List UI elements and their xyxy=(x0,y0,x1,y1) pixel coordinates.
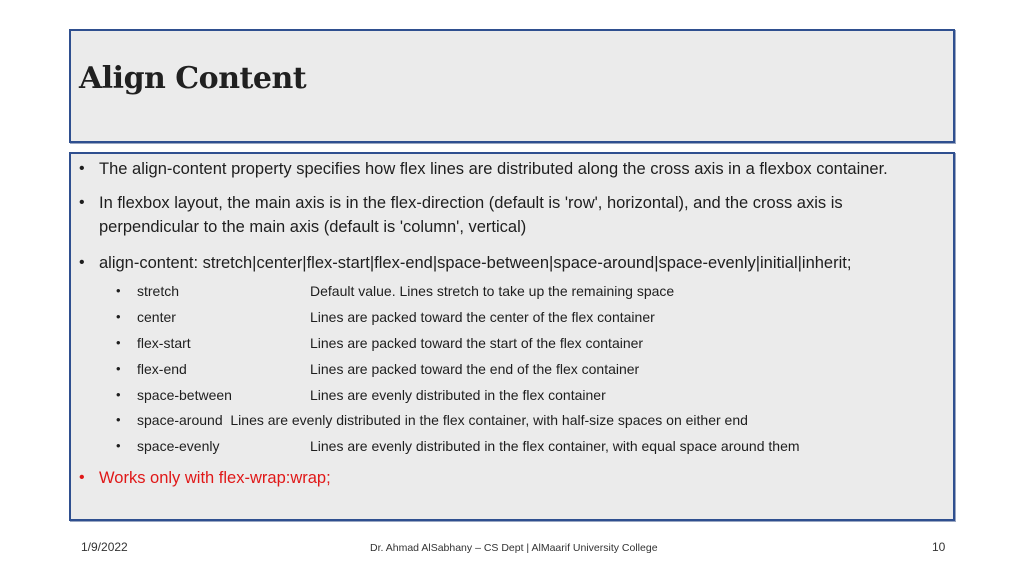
content-box xyxy=(69,152,955,521)
value-desc: Lines are evenly distributed in the flex container xyxy=(310,387,606,403)
bullet-icon: • xyxy=(79,194,85,211)
value-term: flex-start xyxy=(137,335,191,351)
sub-bullet-icon: • xyxy=(116,361,121,376)
sub-bullet-icon: • xyxy=(116,438,121,453)
value-term: space-evenly xyxy=(137,438,220,454)
value-desc: Lines are packed toward the center of the flex container xyxy=(310,309,655,325)
bullet-text-line2: perpendicular to the main axis (default is 'column', vertical) xyxy=(99,218,527,236)
content-body xyxy=(71,154,953,519)
value-term: center xyxy=(137,309,176,325)
sub-bullet-icon: • xyxy=(116,387,121,402)
bullet-text: The align-content property specifies how flex lines are distributed along the cross axis in a flexbox container. xyxy=(99,160,888,178)
note-text: Works only with flex-wrap:wrap; xyxy=(99,469,331,487)
sub-bullet-icon: • xyxy=(116,309,121,324)
slide-title: Align Content xyxy=(79,61,307,96)
value-desc: Lines are evenly distributed in the flex container, with equal space around them xyxy=(310,438,800,454)
value-desc: Lines are packed toward the end of the flex container xyxy=(310,361,640,377)
title-box xyxy=(69,29,955,143)
footer-date: 1/9/2022 xyxy=(81,540,128,554)
bullet-icon: • xyxy=(79,469,85,486)
bullet-icon: • xyxy=(79,254,85,271)
value-desc: Default value. Lines stretch to take up the remaining space xyxy=(310,283,675,299)
page-number: 10 xyxy=(932,540,946,554)
sub-bullet-icon: • xyxy=(116,412,121,427)
value-desc: Lines are packed toward the start of the flex container xyxy=(310,335,644,351)
bullet-icon: • xyxy=(79,160,85,177)
value-term: stretch xyxy=(137,283,180,299)
value-term: flex-end xyxy=(137,361,187,377)
value-term: space-between xyxy=(137,387,232,403)
sub-bullet-icon: • xyxy=(116,335,121,350)
bullet-text: align-content: stretch|center|flex-start|flex-end|space-between|space-around|space-evenly|initial|inherit; xyxy=(99,254,852,272)
sub-bullet-icon: • xyxy=(116,283,121,298)
footer-author: Dr. Ahmad AlSabhany – CS Dept | AlMaarif University College xyxy=(370,542,658,554)
bullet-text-line1: In flexbox layout, the main axis is in the flex-direction (default is 'row', horizontal), and the cross axis is xyxy=(99,194,843,212)
value-inline: space-around Lines are evenly distributed in the flex container, with half-size spaces on either end xyxy=(137,412,748,428)
